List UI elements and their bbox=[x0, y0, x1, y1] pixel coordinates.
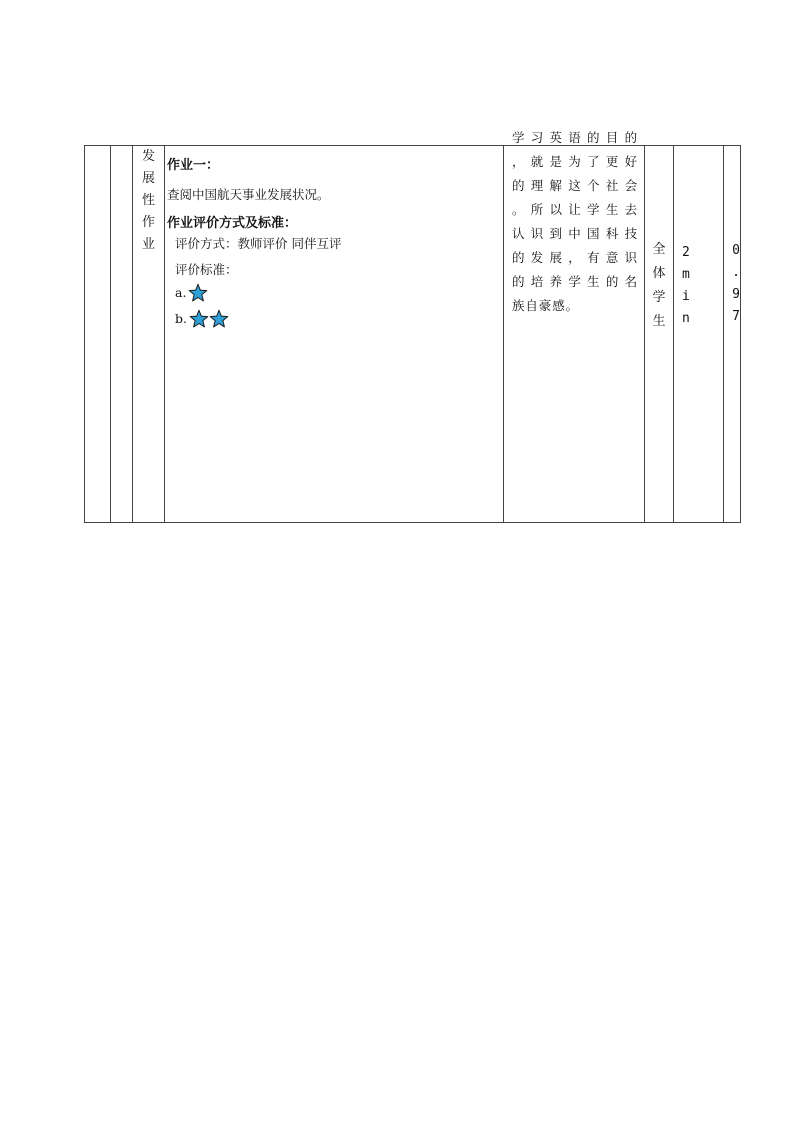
star-icon bbox=[188, 283, 208, 303]
target-cell bbox=[645, 146, 674, 523]
category-char: 性 bbox=[141, 193, 155, 208]
value-cell bbox=[724, 146, 741, 523]
target-text bbox=[645, 238, 673, 334]
level-a bbox=[167, 280, 503, 306]
value-char: 0 bbox=[732, 243, 740, 258]
value-text bbox=[724, 240, 740, 328]
homework-content bbox=[165, 146, 503, 332]
blank-cell-2 bbox=[111, 146, 133, 523]
category-char: 作 bbox=[141, 215, 155, 230]
target-char: 学 bbox=[652, 290, 666, 305]
purpose-line: 的理解这个社会 bbox=[512, 178, 638, 193]
purpose-line: ，就是为了更好 bbox=[512, 154, 638, 169]
time-char: n bbox=[682, 311, 690, 326]
star-icon bbox=[209, 309, 229, 329]
target-char: 体 bbox=[652, 266, 666, 281]
value-char: 9 bbox=[732, 287, 740, 302]
standard-label: 评价标准： bbox=[175, 262, 238, 277]
blank-cell-1 bbox=[85, 146, 111, 523]
level-prefix: a. bbox=[175, 285, 187, 300]
time-char: m bbox=[682, 267, 690, 282]
criteria-heading: 作业评价方式及标准： bbox=[167, 216, 298, 231]
level-b bbox=[167, 306, 503, 332]
category-char: 展 bbox=[141, 171, 155, 186]
evaluation-method: 评价方式：教师评价 同伴互评 bbox=[175, 236, 342, 251]
time-text bbox=[674, 242, 723, 330]
homework-table bbox=[84, 130, 741, 523]
purpose-line: 学习英语的目的 bbox=[512, 130, 638, 145]
purpose-line: 族自豪感。 bbox=[512, 298, 580, 313]
purpose-line: 的发展，有意识 bbox=[512, 250, 638, 265]
value-char: 7 bbox=[732, 309, 740, 324]
purpose-line: 认识到中国科技 bbox=[512, 226, 638, 241]
homework-content-cell bbox=[165, 146, 504, 523]
level-prefix: b. bbox=[175, 311, 187, 326]
time-char: 2 bbox=[682, 245, 690, 260]
target-char: 生 bbox=[652, 314, 666, 329]
purpose-line: 的培养学生的名 bbox=[512, 274, 638, 289]
time-char: i bbox=[682, 289, 690, 304]
purpose-cell bbox=[504, 130, 645, 523]
time-cell bbox=[674, 146, 724, 523]
homework-title: 作业一： bbox=[167, 158, 220, 173]
target-char: 全 bbox=[652, 242, 666, 257]
homework-task: 查阅中国航天事业发展状况。 bbox=[167, 187, 330, 202]
purpose-line: 。所以让学生去 bbox=[512, 202, 638, 217]
category-label bbox=[142, 146, 156, 256]
category-cell bbox=[133, 146, 165, 523]
value-char: . bbox=[732, 265, 740, 280]
category-char: 业 bbox=[141, 237, 155, 252]
category-char: 发 bbox=[141, 149, 155, 164]
star-icon bbox=[189, 309, 209, 329]
purpose-text bbox=[504, 126, 644, 318]
table-row bbox=[85, 146, 741, 523]
